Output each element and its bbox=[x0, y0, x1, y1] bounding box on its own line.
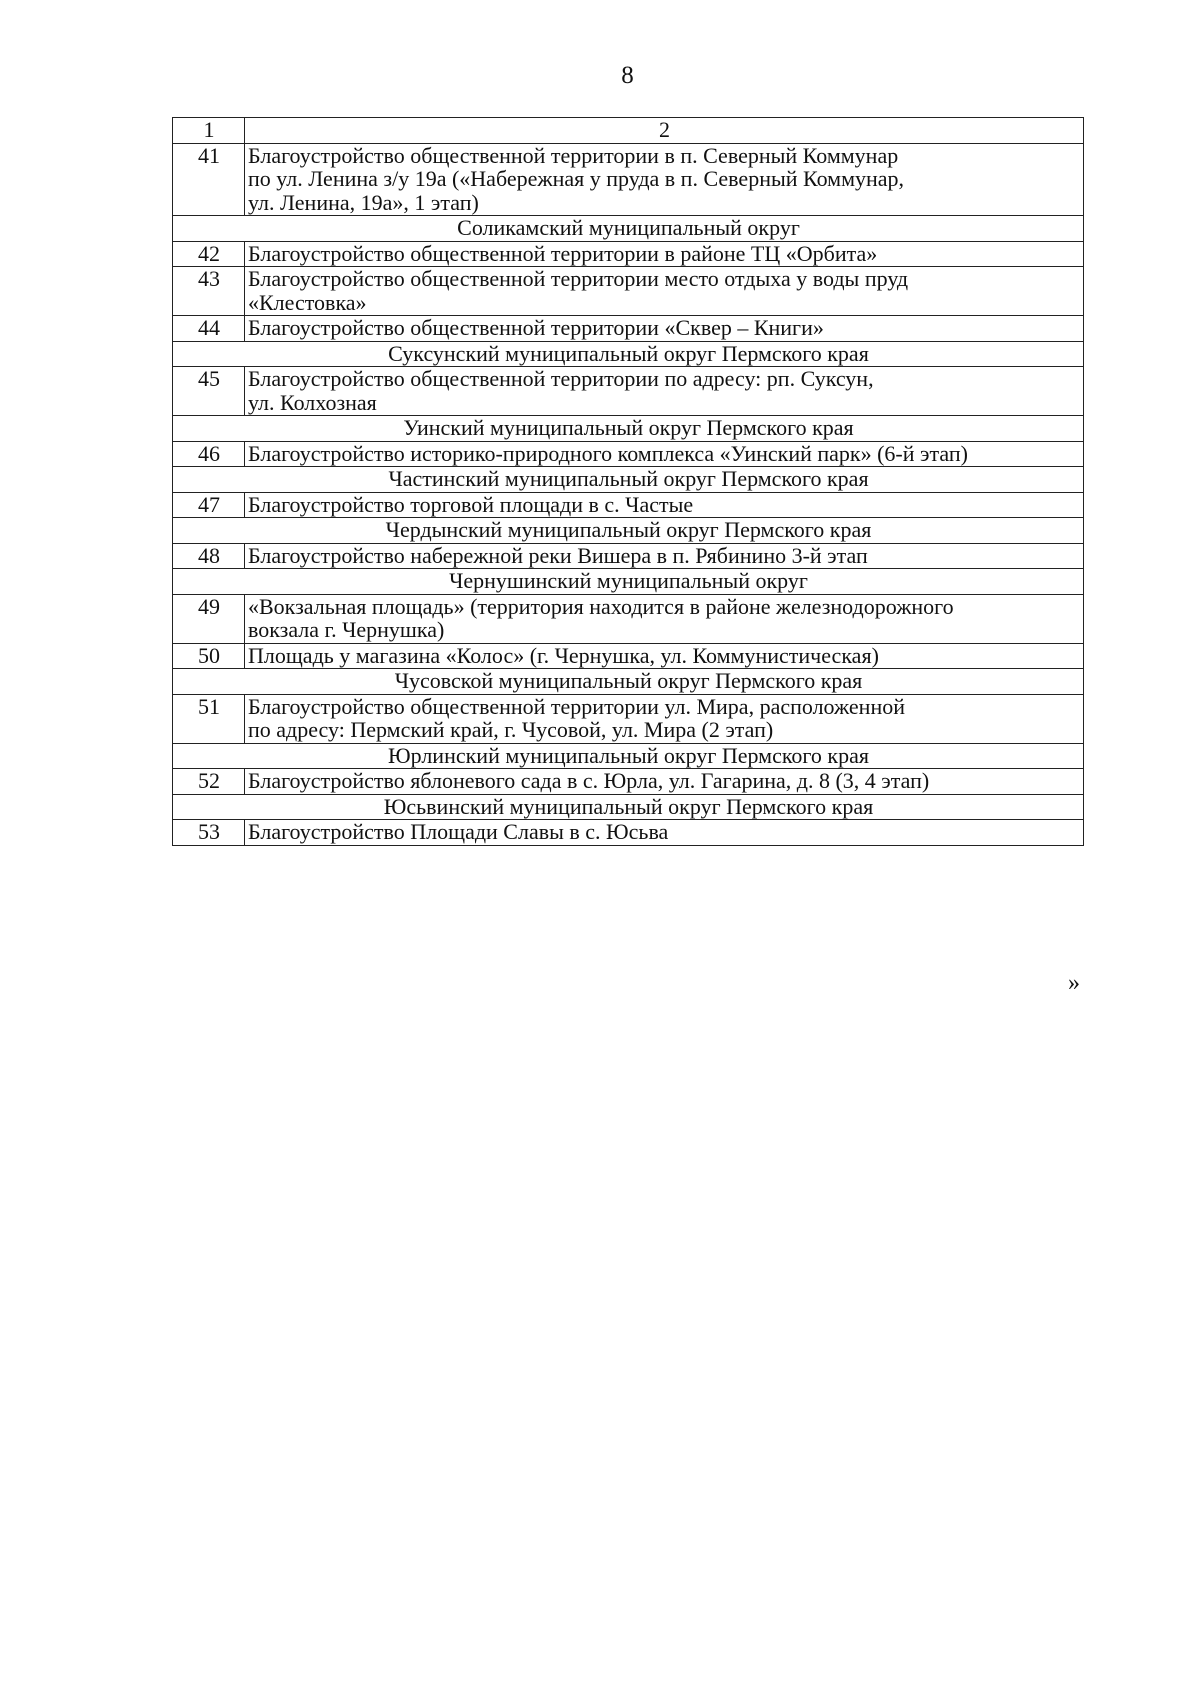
row-description: Благоустройство общественной территории по адресу: рп. Суксун, ул. Колхозная bbox=[245, 367, 1084, 416]
row-description: Благоустройство общественной территории в п. Северный Коммунар по ул. Ленина з/у 19а («Набережная у пруда в п. Северный Коммунар, ул. Ленина, 19а», 1 этап) bbox=[245, 143, 1084, 216]
row-number: 51 bbox=[173, 694, 245, 743]
page-number: 8 bbox=[621, 62, 634, 89]
table-row bbox=[173, 316, 1084, 342]
row-description: Благоустройство набережной реки Вишера в п. Рябинино 3-й этап bbox=[245, 543, 1084, 569]
row-description: Благоустройство общественной территории место отдыха у воды пруд «Клестовка» bbox=[245, 267, 1084, 316]
table-row bbox=[173, 594, 1084, 643]
row-description: Благоустройство общественной территории «Сквер – Книги» bbox=[245, 316, 1084, 342]
row-number: 43 bbox=[173, 267, 245, 316]
table-header-row bbox=[173, 118, 1084, 144]
section-row bbox=[173, 518, 1084, 544]
table-body bbox=[173, 118, 1084, 846]
section-title: Уинский муниципальный округ Пермского края bbox=[173, 416, 1084, 442]
section-title: Соликамский муниципальный округ bbox=[173, 216, 1084, 242]
section-row bbox=[173, 467, 1084, 493]
section-title: Чернушинский муниципальный округ bbox=[173, 569, 1084, 595]
row-number: 45 bbox=[173, 367, 245, 416]
row-number: 41 bbox=[173, 143, 245, 216]
section-row bbox=[173, 569, 1084, 595]
section-row bbox=[173, 794, 1084, 820]
row-number: 53 bbox=[173, 820, 245, 846]
row-number: 42 bbox=[173, 241, 245, 267]
table-row bbox=[173, 367, 1084, 416]
table-row bbox=[173, 543, 1084, 569]
row-description: «Вокзальная площадь» (территория находится в районе железнодорожного вокзала г. Чернушка) bbox=[245, 594, 1084, 643]
row-number: 52 bbox=[173, 769, 245, 795]
section-title: Чердынский муниципальный округ Пермского края bbox=[173, 518, 1084, 544]
closing-quote-mark: » bbox=[1068, 970, 1080, 996]
section-row bbox=[173, 216, 1084, 242]
table-row bbox=[173, 441, 1084, 467]
row-number: 50 bbox=[173, 643, 245, 669]
row-number: 49 bbox=[173, 594, 245, 643]
section-title: Частинский муниципальный округ Пермского края bbox=[173, 467, 1084, 493]
table-row bbox=[173, 267, 1084, 316]
table-row bbox=[173, 820, 1084, 846]
section-title: Суксунский муниципальный округ Пермского края bbox=[173, 341, 1084, 367]
header-cell-name: 2 bbox=[245, 118, 1084, 144]
section-row bbox=[173, 669, 1084, 695]
row-description: Благоустройство общественной территории ул. Мира, расположенной по адресу: Пермский край, г. Чусовой, ул. Мира (2 этап) bbox=[245, 694, 1084, 743]
table-row bbox=[173, 241, 1084, 267]
table-row bbox=[173, 769, 1084, 795]
table-row bbox=[173, 694, 1084, 743]
section-title: Юсьвинский муниципальный округ Пермского края bbox=[173, 794, 1084, 820]
table-row bbox=[173, 143, 1084, 216]
row-description: Благоустройство Площади Славы в с. Юсьва bbox=[245, 820, 1084, 846]
table-row bbox=[173, 492, 1084, 518]
table-row bbox=[173, 643, 1084, 669]
header-cell-number: 1 bbox=[173, 118, 245, 144]
territories-table bbox=[172, 117, 1084, 846]
section-title: Чусовской муниципальный округ Пермского края bbox=[173, 669, 1084, 695]
section-title: Юрлинский муниципальный округ Пермского края bbox=[173, 743, 1084, 769]
row-number: 46 bbox=[173, 441, 245, 467]
row-number: 48 bbox=[173, 543, 245, 569]
row-description: Благоустройство яблоневого сада в с. Юрла, ул. Гагарина, д. 8 (3, 4 этап) bbox=[245, 769, 1084, 795]
row-number: 44 bbox=[173, 316, 245, 342]
row-number: 47 bbox=[173, 492, 245, 518]
row-description: Благоустройство общественной территории в районе ТЦ «Орбита» bbox=[245, 241, 1084, 267]
section-row bbox=[173, 416, 1084, 442]
section-row bbox=[173, 743, 1084, 769]
row-description: Площадь у магазина «Колос» (г. Чернушка, ул. Коммунистическая) bbox=[245, 643, 1084, 669]
section-row bbox=[173, 341, 1084, 367]
row-description: Благоустройство торговой площади в с. Частые bbox=[245, 492, 1084, 518]
row-description: Благоустройство историко-природного комплекса «Уинский парк» (6-й этап) bbox=[245, 441, 1084, 467]
